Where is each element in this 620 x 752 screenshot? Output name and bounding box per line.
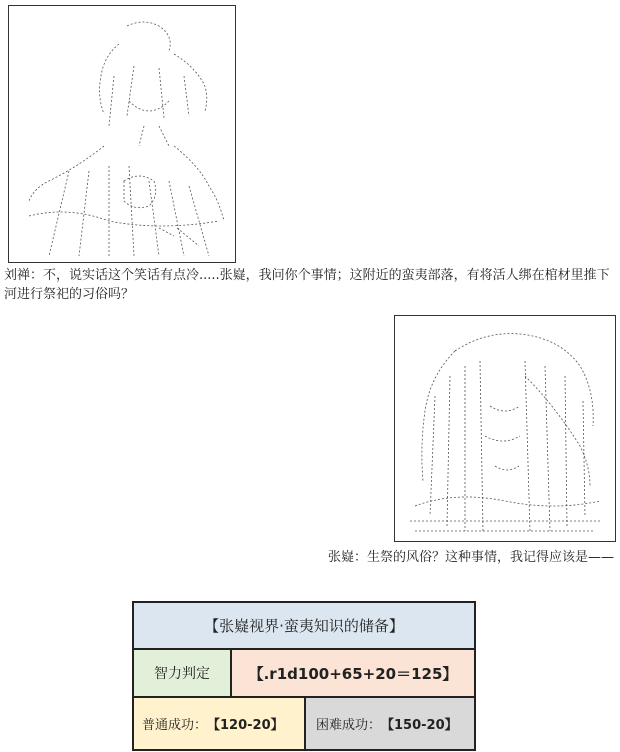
- check-card-title: 【张嶷视界·蛮夷知识的储备】: [134, 603, 474, 650]
- liu-chan-ascii-art-panel: [8, 5, 236, 263]
- liu-chan-ascii-art: [9, 6, 235, 262]
- zhang-ni-ascii-art-panel: [394, 315, 616, 542]
- hard-success-threshold: [306, 698, 474, 749]
- normal-success-threshold: [134, 698, 306, 749]
- zhang-ni-dialogue: 张嶷：生祭的风俗？这种事情，我记得应该是——: [327, 550, 614, 565]
- zhang-ni-ascii-art: [395, 316, 615, 541]
- liu-chan-dialogue: 刘禅：不，说实话这个笑话有点冷.....张嶷，我问你个事情；这附近的蛮夷部落，有将活人绑在棺材里推下河进行祭祀的习俗吗？: [4, 268, 610, 302]
- normal-success-label: 普通成功：: [142, 718, 208, 733]
- dice-roll-result: 【.r1d100+65+20＝125】: [232, 650, 474, 698]
- normal-success-value: 【120-20】: [207, 718, 284, 733]
- intelligence-check-label: 智力判定: [134, 650, 232, 698]
- hard-success-label: 困难成功：: [316, 718, 382, 733]
- knowledge-check-card: [132, 601, 476, 751]
- hard-success-value: 【150-20】: [381, 718, 458, 733]
